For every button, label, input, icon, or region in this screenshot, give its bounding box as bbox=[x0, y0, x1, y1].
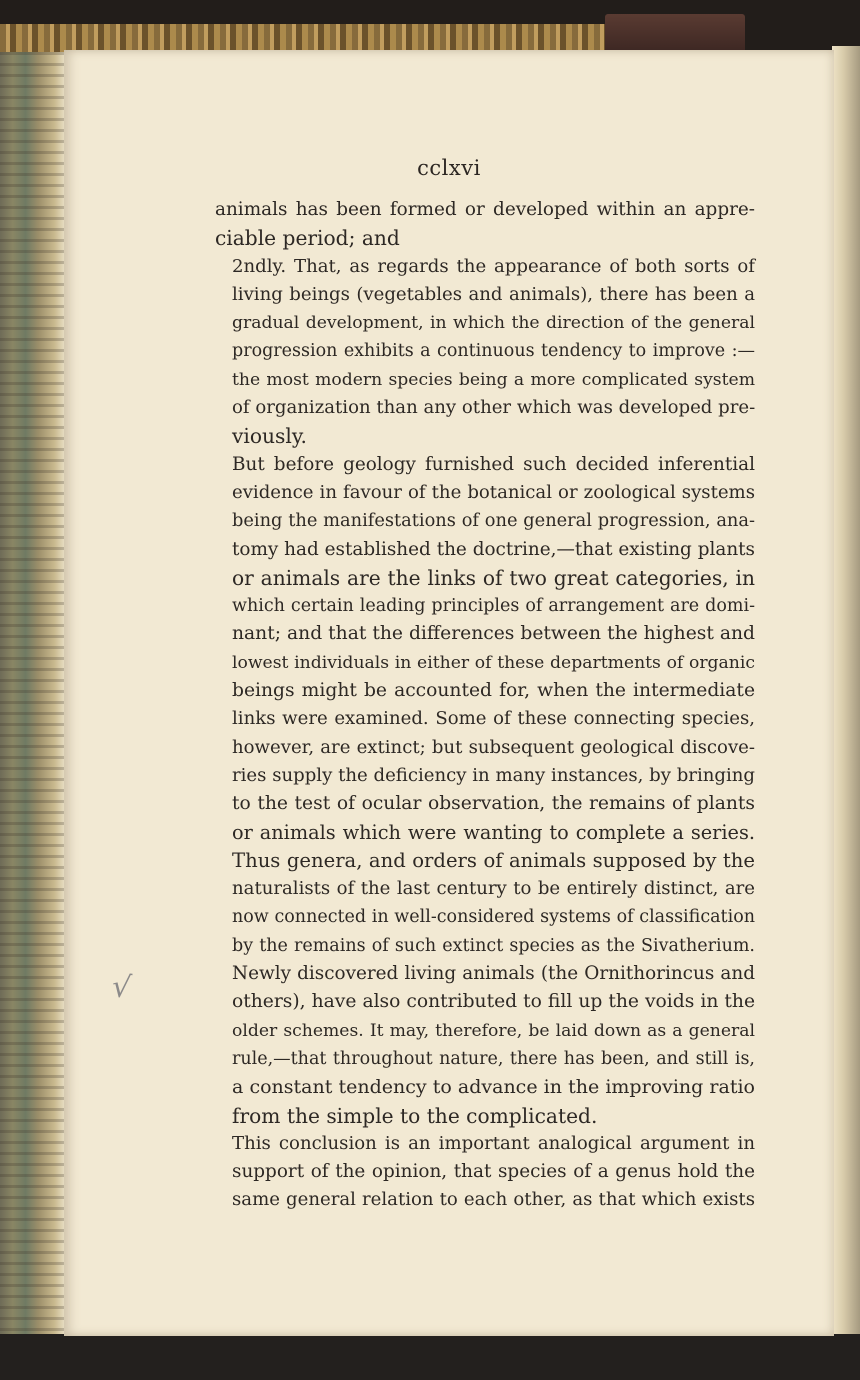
text-line: now connected in well-considered systems of classification bbox=[232, 907, 755, 928]
text-line: tomy had established the doctrine,—that existing plants bbox=[232, 538, 755, 560]
text-line: But before geology furnished such decided inferential bbox=[232, 453, 755, 475]
gilt-spine-edge bbox=[0, 24, 620, 52]
text-line: older schemes. It may, therefore, be laid down as a general bbox=[232, 1020, 755, 1041]
paragraph bbox=[215, 253, 755, 451]
paragraph bbox=[215, 1130, 755, 1215]
text-line: support of the opinion, that species of a genus hold the bbox=[232, 1161, 755, 1183]
text-line: Thus genera, and orders of animals supposed by the bbox=[232, 848, 755, 872]
text-line: same general relation to each other, as that which exists bbox=[232, 1189, 755, 1211]
text-line: beings might be accounted for, when the intermediate bbox=[232, 680, 755, 702]
text-line: being the manifestations of one general progression, ana- bbox=[232, 510, 755, 532]
body-text bbox=[215, 196, 755, 1215]
text-line: This conclusion is an important analogical argument in bbox=[232, 1132, 755, 1154]
text-line: however, are extinct; but subsequent geological discove- bbox=[232, 736, 755, 758]
text-line: animals has been formed or developed within an appre- bbox=[215, 199, 755, 220]
text-line: naturalists of the last century to be entirely distinct, are bbox=[232, 878, 755, 900]
book-bottom-background bbox=[0, 1334, 860, 1380]
text-line: which certain leading principles of arrangement are domi- bbox=[232, 596, 755, 617]
text-line: by the remains of such extinct species as the Sivatherium. bbox=[232, 935, 755, 956]
text-line: or animals which were wanting to complete a series. bbox=[232, 820, 755, 844]
text-line: a constant tendency to advance in the improving ratio bbox=[232, 1076, 755, 1099]
text-line: from the simple to the complicated. bbox=[232, 1103, 598, 1128]
text-line: Newly discovered living animals (the Ornithorincus and bbox=[232, 963, 755, 985]
marbled-page-edges bbox=[0, 52, 64, 1342]
bookmark-ribbon bbox=[605, 14, 745, 54]
page-number: cclxvi bbox=[417, 156, 481, 180]
paragraph bbox=[215, 196, 755, 253]
text-line: lowest individuals in either of these departments of organic bbox=[232, 652, 755, 673]
right-page-edge bbox=[832, 46, 860, 1346]
text-line: progression exhibits a continuous tendency to improve :— bbox=[232, 341, 755, 362]
text-line: others), have also contributed to fill up the voids in the bbox=[232, 991, 755, 1013]
text-line: living beings (vegetables and animals), there has been a bbox=[232, 283, 755, 305]
text-line: nant; and that the differences between the highest and bbox=[232, 623, 755, 645]
text-line: ries supply the deficiency in many instances, by bringing bbox=[232, 764, 755, 786]
text-line: rule,—that throughout nature, there has been, and still is, bbox=[232, 1048, 755, 1069]
paragraph bbox=[215, 451, 755, 1130]
text-line: ciable period; and bbox=[215, 226, 400, 251]
text-line: viously. bbox=[232, 424, 307, 449]
text-line: to the test of ocular observation, the remains of plants bbox=[232, 793, 755, 815]
text-line: of organization than any other which was developed pre- bbox=[232, 397, 756, 419]
text-line: 2ndly. That, as regards the appearance of both sorts of bbox=[232, 255, 755, 277]
text-line: evidence in favour of the botanical or zoological systems bbox=[232, 481, 755, 503]
text-line: the most modern species being a more complicated system bbox=[232, 369, 755, 390]
text-line: or animals are the links of two great categories, in bbox=[232, 565, 755, 590]
text-line: gradual development, in which the direction of the general bbox=[232, 313, 755, 334]
text-line: links were examined. Some of these connecting species, bbox=[232, 708, 755, 730]
pencil-check-mark: √ bbox=[110, 969, 133, 1006]
